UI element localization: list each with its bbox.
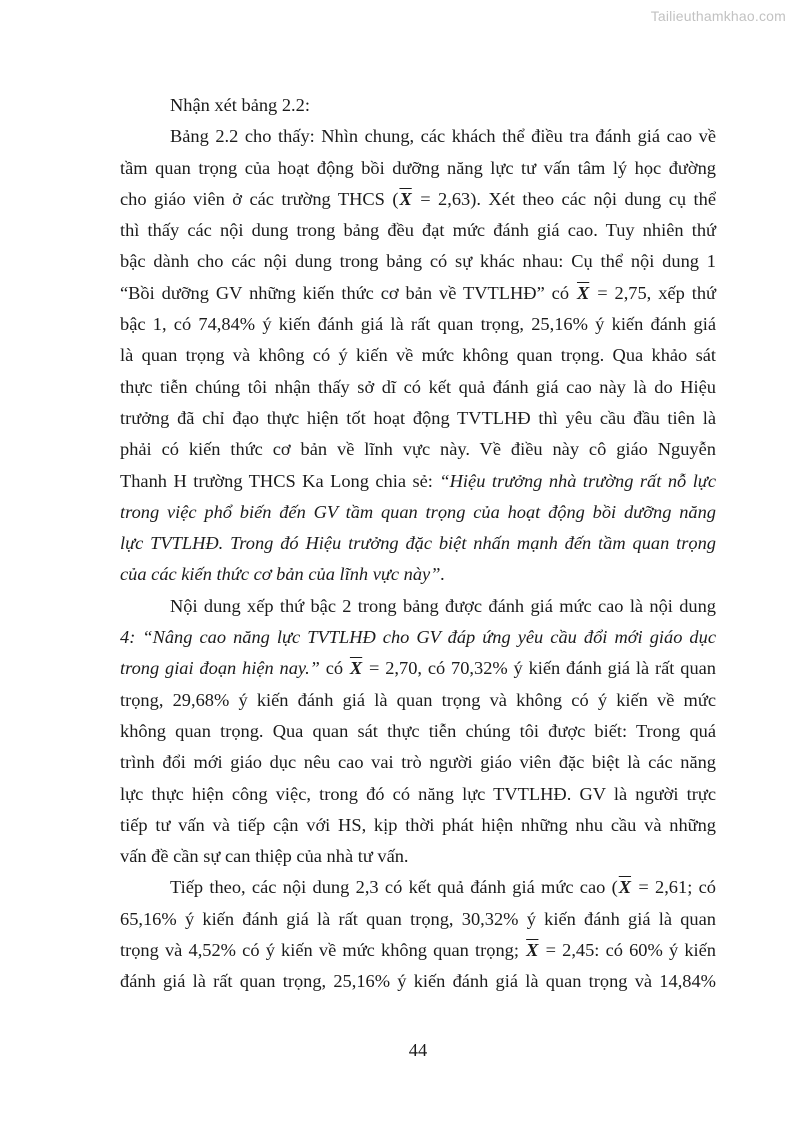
text-line: [120, 841, 716, 872]
text-line: [120, 559, 716, 590]
text-run: tiếp tư vấn và tiếp cận với HS, kịp thời phát hiện những nhu cầu và những: [120, 814, 716, 835]
page-number: 44: [408, 1040, 428, 1060]
text-line: [120, 622, 716, 653]
text-run: có: [319, 658, 349, 679]
text-run: thì thấy các nội dung trong bảng đều đạt mức đánh giá cao. Tuy nhiên thứ: [120, 220, 716, 241]
text-run: phải có kiến thức cơ bản về lĩnh vực này. Về điều này cô giáo Nguyễn: [120, 439, 716, 460]
text-run: trọng và 4,52% có ý kiến về mức không quan trọng;: [120, 940, 526, 961]
text-line: [120, 340, 716, 371]
text-run: “Bồi dưỡng GV những kiến thức cơ bản về TVTLHĐ” có: [120, 282, 576, 303]
paragraph: [120, 872, 716, 997]
text-run: 65,16% ý kiến đánh giá là rất quan trọng, 30,32% ý kiến đánh giá là quan: [120, 908, 716, 929]
x-bar-symbol: $\overline{X}$: [576, 282, 590, 303]
text-run: Nhận xét bảng 2.2:: [170, 95, 310, 115]
text-line: [120, 403, 716, 434]
text-line: [120, 309, 716, 340]
text-line: [120, 121, 716, 152]
text-run: Bảng 2.2 cho thấy: Nhìn chung, các khách thể điều tra đánh giá cao về: [170, 126, 716, 147]
text-line: [120, 466, 716, 497]
text-line: [120, 372, 716, 403]
paragraph: [120, 90, 716, 121]
text-line: [120, 215, 716, 246]
text-line: [120, 716, 716, 747]
text-run: của các kiến thức cơ bản của lĩnh vực này”.: [120, 564, 446, 585]
text-line: [120, 184, 716, 215]
text-line: [120, 904, 716, 935]
x-bar-symbol: $\overline{X}$: [349, 658, 363, 679]
text-line: [120, 434, 716, 465]
text-run: = 2,45: có 60% ý kiến: [539, 940, 716, 961]
text-line: [120, 966, 716, 997]
text-run: thực tiễn chúng tôi nhận thấy sở dĩ có kết quả đánh giá cao này là do Hiệu: [120, 376, 716, 397]
text-line: [120, 685, 716, 716]
text-line: [120, 810, 716, 841]
text-run: lực thực hiện công việc, trong đó có năng lực TVTLHĐ. GV là người trực: [120, 783, 716, 804]
text-line: [120, 591, 716, 622]
text-run: đánh giá là rất quan trọng, 25,16% ý kiến đánh giá là quan trọng và 14,84%: [120, 971, 716, 992]
text-run: “Hiệu trưởng nhà trường rất nỗ lực: [439, 470, 716, 491]
text-line: [120, 747, 716, 778]
text-run: vấn đề cần sự can thiệp của nhà tư vấn.: [120, 846, 409, 867]
text-line: [120, 779, 716, 810]
text-run: là quan trọng và không có ý kiến về mức không quan trọng. Qua khảo sát: [120, 345, 716, 366]
text-run: cho giáo viên ở các trường THCS (: [120, 188, 399, 209]
paragraph: [120, 591, 716, 873]
text-line: [120, 278, 716, 309]
text-line: [120, 153, 716, 184]
text-run: không quan trọng. Qua quan sát thực tiễn chúng tôi được biết: Trong quá: [120, 720, 716, 741]
text-run: trọng, 29,68% ý kiến đánh giá là quan trọng và không có ý kiến về mức: [120, 689, 716, 710]
text-line: [120, 935, 716, 966]
text-run: = 2,70, có 70,32% ý kiến đánh giá là rất quan: [363, 658, 716, 679]
text-line: [120, 653, 716, 684]
text-run: Nội dung xếp thứ bậc 2 trong bảng được đánh giá mức cao là nội dung: [170, 595, 716, 616]
paragraph: [120, 121, 716, 590]
document-body: [120, 90, 716, 998]
text-run: trong giai đoạn hiện nay.”: [120, 658, 320, 679]
text-run: trưởng đã chỉ đạo thực hiện tốt hoạt động TVTLHĐ thì yêu cầu đầu tiên là: [120, 407, 716, 428]
text-line: [120, 246, 716, 277]
text-line: [120, 497, 716, 528]
text-run: = 2,61; có: [632, 877, 716, 898]
text-run: 4: “Nâng cao năng lực TVTLHĐ cho GV đáp ứng yêu cầu đổi mới giáo dục: [120, 627, 716, 648]
text-run: tầm quan trọng của hoạt động bồi dưỡng năng lực tư vấn tâm lý học đường: [120, 157, 716, 178]
text-run: Tiếp theo, các nội dung 2,3 có kết quả đánh giá mức cao (: [170, 877, 618, 898]
text-run: bậc 1, có 74,84% ý kiến đánh giá là rất quan trọng, 25,16% ý kiến đánh giá: [120, 314, 716, 335]
text-run: trình đổi mới giáo dục nêu cao vai trò người giáo viên đặc biệt là các năng: [120, 752, 716, 773]
text-line: [120, 872, 716, 903]
watermark: Tailieuthamkhao.com: [650, 8, 786, 24]
text-run: Thanh H trường THCS Ka Long chia sẻ:: [120, 470, 440, 491]
x-bar-symbol: $\overline{X}$: [399, 188, 412, 209]
text-run: trong việc phổ biến đến GV tầm quan trọng của hoạt động bồi dưỡng năng: [120, 501, 716, 522]
text-run: = 2,75, xếp thứ: [590, 282, 716, 303]
text-run: = 2,63). Xét theo các nội dung cụ thể: [412, 188, 716, 209]
x-bar-symbol: $\overline{X}$: [618, 877, 632, 898]
text-line: [120, 528, 716, 559]
text-run: bậc dành cho các nội dung trong bảng có sự khác nhau: Cụ thể nội dung 1: [120, 251, 716, 272]
text-line: [120, 90, 716, 121]
text-run: lực TVTLHĐ. Trong đó Hiệu trưởng đặc biệt nhấn mạnh đến tầm quan trọng: [120, 533, 716, 554]
x-bar-symbol: $\overline{X}$: [526, 940, 539, 961]
